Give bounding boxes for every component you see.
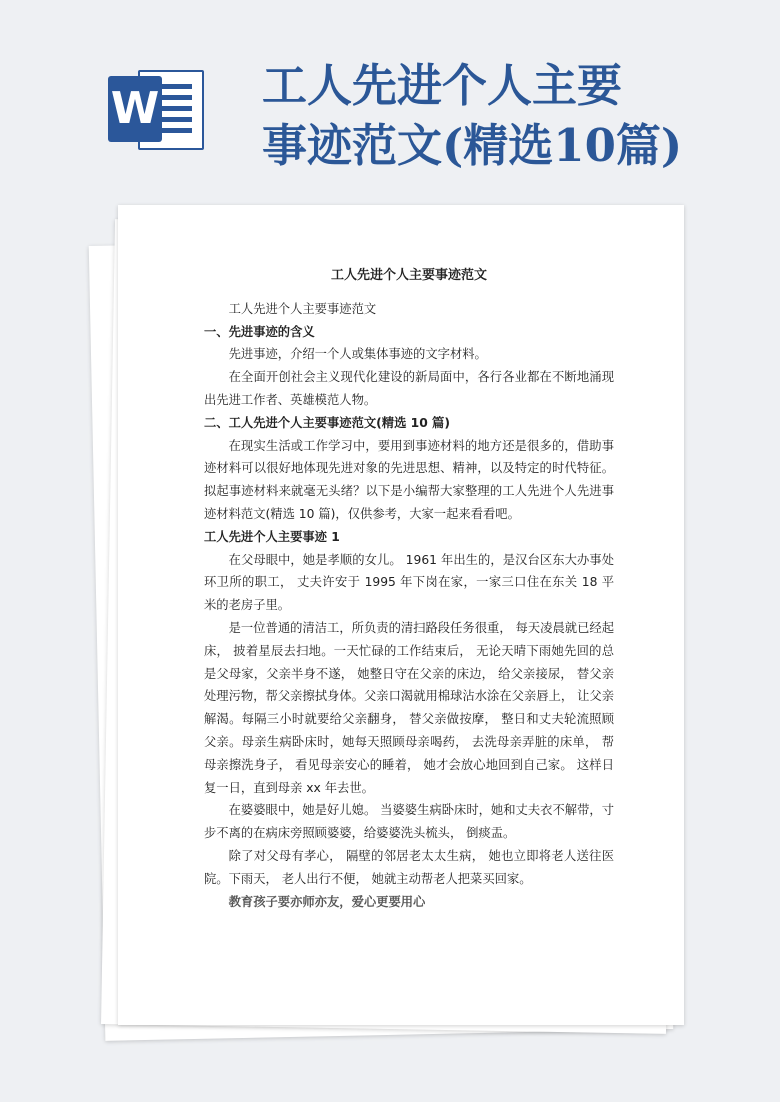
word-icon-letter: W (108, 76, 162, 142)
paragraph: 除了对父母有孝心， 隔壁的邻居老太太生病， 她也立即将老人送往医院。下雨天， 老人出行不便， 她就主动帮老人把菜买回家。 (204, 848, 614, 886)
paragraph: 在全面开创社会主义现代化建设的新局面中，各行各业都在不断地涌现出先进工作者、英雄模范人物。 (204, 370, 614, 407)
word-document-icon (108, 62, 206, 158)
banner-title-line-1: 工人先进个人主要 (262, 59, 623, 112)
banner-title (262, 56, 762, 176)
paragraph: 在婆婆眼中，她是好儿媳。 当婆婆生病卧床时，她和丈夫衣不解带，寸步不离的在病床旁照顾婆婆，给婆婆洗头梳头， 倒痰盂。 (204, 803, 614, 841)
paragraph: 工人先进个人主要事迹 1 (204, 529, 340, 544)
paragraph: 是一位普通的清洁工，所负责的清扫路段任务很重， 每天凌晨就已经起床， 披着星辰去扫地。一天忙碌的工作结束后， 无论天晴下雨她先回的总是父母家，父亲半身不遂， 她整日守在父亲的床边， 给父亲接尿， 替父亲处理污物，帮父亲擦拭身体。父亲口渴就用棉球沾水涂在父亲唇上， 让父亲解渴。每隔三小时就要给父亲翻身， 替父亲做按摩， 整日和丈夫轮流照顾父亲。母亲生病卧床时，她每天照顾母亲喝药， 去洗母亲弄脏的床单， 帮母亲擦洗身子， 看见母亲安心的睡着， 她才会放心地回到自己家。 这样日复一日，直到母亲 xx 年去世。 (204, 620, 614, 795)
paragraph: 工人先进个人主要事迹范文 (228, 301, 377, 316)
document-body (204, 265, 614, 913)
paragraph-list (204, 298, 614, 914)
section-heading: 二、工人先进个人主要事迹范文(精选 10 篇) (204, 415, 450, 430)
document-page (118, 205, 684, 1025)
document-title: 工人先进个人主要事迹范文 (330, 268, 487, 283)
paragraph: 在现实生活或工作学习中，要用到事迹材料的地方还是很多的，借助事迹材料可以很好地体现先进对象的先进思想、精神，以及特定的时代特征。拟起事迹材料来就毫无头绪？以下是小编帮大家整理的工人先进个人先进事迹材料范文(精选 10 篇)，仅供参考，大家一起来看看吧。 (204, 438, 614, 521)
banner-title-line-2: 事迹范文(精选10篇) (262, 119, 683, 172)
section-heading: 一、先进事迹的含义 (204, 324, 315, 339)
paragraph: 教育孩子要亦师亦友，爱心更要用心 (228, 894, 426, 909)
paragraph: 在父母眼中，她是孝顺的女儿。 1961 年出生的，是汉台区东大办事处环卫所的职工， 丈夫许安于 1995 年下岗在家，一家三口住在东关 18 平米的老房子里。 (204, 552, 614, 613)
paragraph: 先进事迹，介绍一个人或集体事迹的文字材料。 (228, 347, 487, 362)
